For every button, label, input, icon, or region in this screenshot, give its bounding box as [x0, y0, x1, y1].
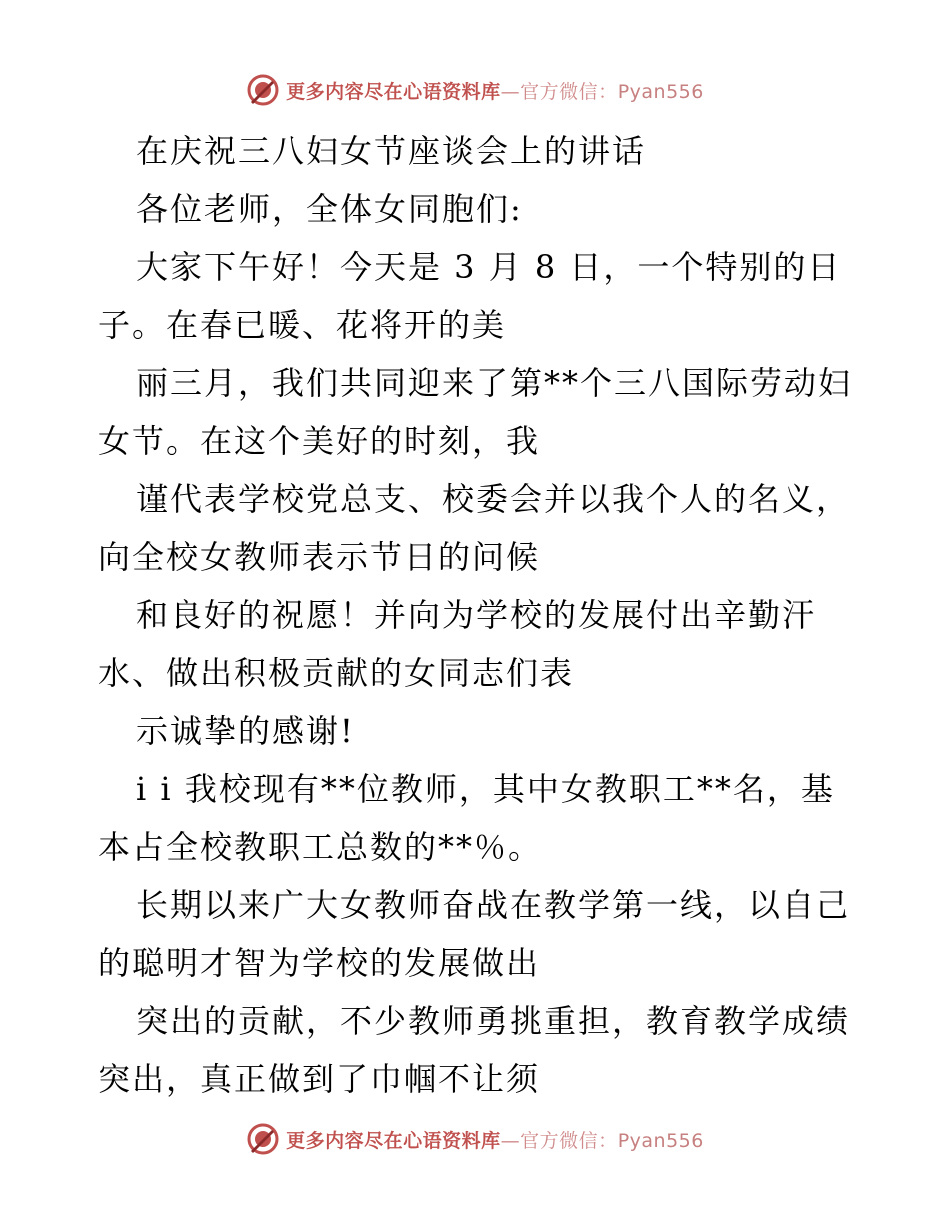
- header-watermark-banner: [0, 70, 950, 110]
- banner-brand-text: 更多内容尽在心语资料库: [286, 80, 501, 103]
- paragraph: 大家下午好！今天是 3 月 8 日，一个特别的日子。在春已暖、花将开的美: [98, 248, 842, 344]
- footer-watermark-banner: [0, 1119, 950, 1159]
- salutation: 各位老师，全体女同胞们:: [136, 190, 523, 228]
- banner-official-text: 官方微信：: [520, 80, 618, 103]
- quill-logo-icon: [246, 1122, 280, 1156]
- document-title: 在庆祝三八妇女节座谈会上的讲话: [136, 132, 647, 170]
- quill-logo-icon: [246, 73, 280, 107]
- document-body: [98, 122, 858, 1108]
- paragraph: 谨代表学校党总支、校委会并以我个人的名义，向全校女教师表示节日的问候: [98, 480, 851, 576]
- banner-separator: —: [500, 1129, 521, 1152]
- paragraph: i i 我校现有**位教师，其中女教职工**名，基本占全校教职工总数的**％。: [98, 770, 835, 866]
- banner-wechat-id: Pyan556: [617, 80, 704, 103]
- paragraph: 和良好的祝愿！并向为学校的发展付出辛勤汗水、做出积极贡献的女同志们表: [98, 596, 817, 692]
- banner-official-text: 官方微信：: [520, 1129, 618, 1152]
- paragraph: 丽三月，我们共同迎来了第**个三八国际劳动妇女节。在这个美好的时刻，我: [98, 364, 853, 460]
- banner-brand-text: 更多内容尽在心语资料库: [286, 1129, 501, 1152]
- paragraph: 示诚挚的感谢!: [136, 712, 355, 750]
- banner-wechat-id: Pyan556: [617, 1129, 704, 1152]
- paragraph: 长期以来广大女教师奋战在教学第一线，以自己的聪明才智为学校的发展做出: [98, 886, 851, 982]
- banner-separator: —: [500, 80, 521, 103]
- paragraph: 突出的贡献，不少教师勇挑重担，教育教学成绩突出，真正做到了巾帼不让须: [98, 1002, 851, 1098]
